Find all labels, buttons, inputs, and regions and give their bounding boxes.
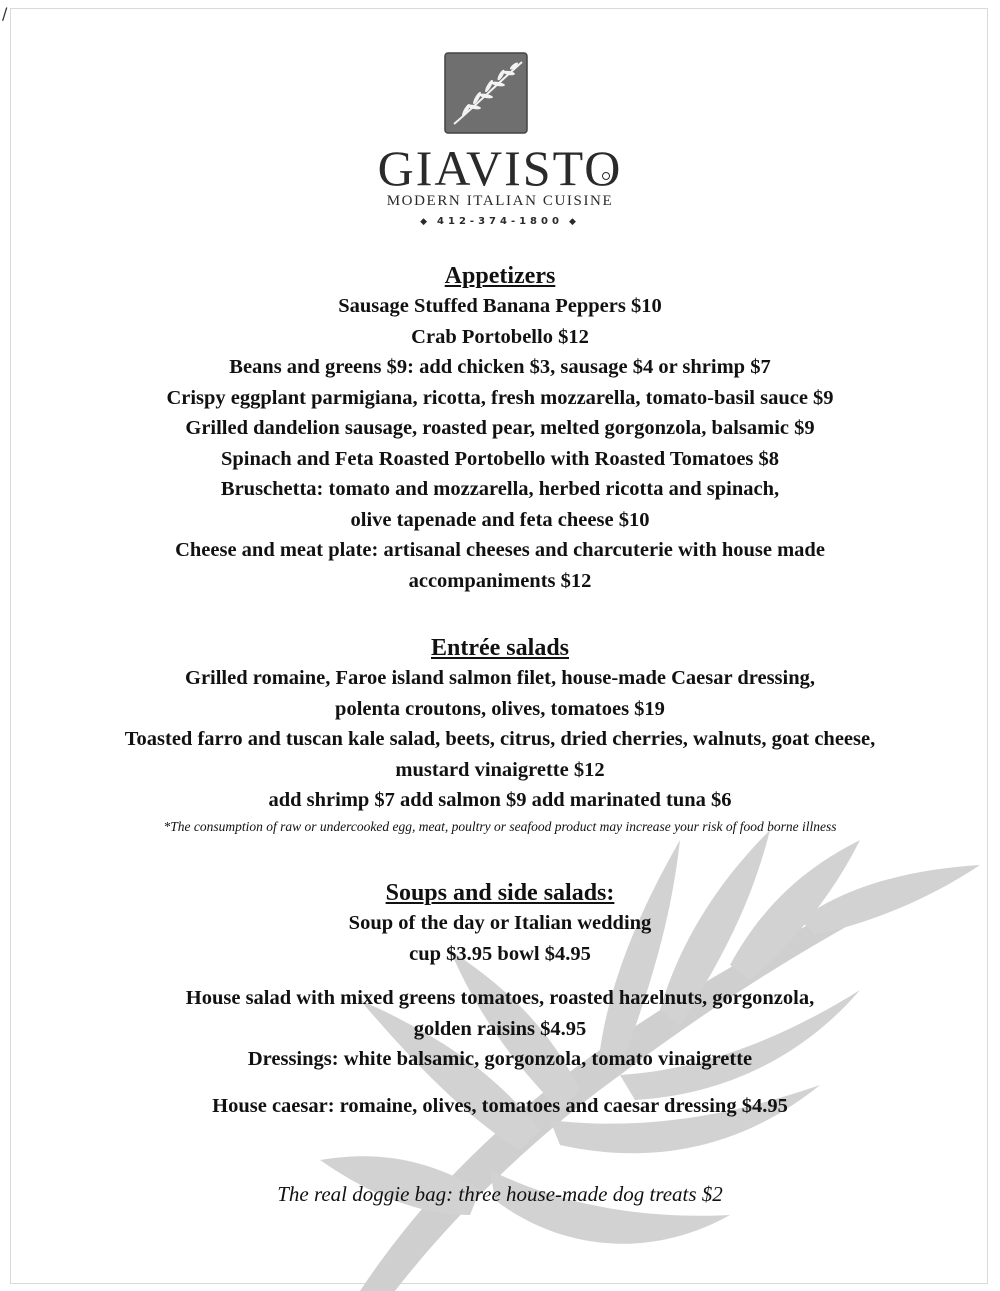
menu-item: House salad with mixed greens tomatoes, roasted hazelnuts, gorgonzola,: [185, 987, 815, 1009]
brand-tagline: MODERN ITALIAN CUISINE: [386, 193, 614, 209]
brand-name: GIAVISTO: [377, 140, 623, 196]
menu-item: Grilled romaine, Faroe island salmon filet, house-made Caesar dressing,: [185, 667, 815, 689]
menu-item: cup $3.95 bowl $4.95: [409, 942, 591, 965]
menu-item: Grilled dandelion sausage, roasted pear, melted gorgonzola, balsamic $9: [185, 417, 815, 439]
doggie-bag-note: The real doggie bag: three house-made dog treats $2: [277, 1182, 723, 1206]
menu-item: polenta croutons, olives, tomatoes $19: [335, 697, 665, 720]
menu-item: golden raisins $4.95: [413, 1017, 587, 1040]
page-mark: /: [2, 4, 8, 23]
menu-item: Crispy eggplant parmigiana, ricotta, fresh mozzarella, tomato-basil sauce $9: [166, 386, 834, 409]
menu-item: Toasted farro and tuscan kale salad, beets, citrus, dried cherries, walnuts, goat cheese,: [124, 728, 876, 750]
menu-item: Beans and greens $9: add chicken $3, sausage $4 or shrimp $7: [229, 356, 771, 378]
rosemary-logo-icon: [444, 52, 528, 134]
soups-section: [40, 878, 960, 1121]
menu-item: Crab Portobello $12: [411, 325, 589, 348]
menu-item: Bruschetta: tomato and mozzarella, herbed ricotta and spinach,: [220, 478, 780, 500]
brand-dot-icon: [602, 172, 610, 180]
section-title-soups: Soups and side salads:: [385, 880, 615, 906]
menu-item: mustard vinaigrette $12: [395, 758, 605, 781]
diamond-icon: ◆: [568, 217, 580, 227]
menu-item: Cheese and meat plate: artisanal cheeses and charcuterie with house made: [175, 539, 825, 561]
menu-item: olive tapenade and feta cheese $10: [350, 508, 650, 531]
menu-item: accompaniments $12: [408, 569, 592, 592]
section-title-appetizers: Appetizers: [444, 263, 556, 289]
menu-item: House caesar: romaine, olives, tomatoes and caesar dressing $4.95: [212, 1094, 788, 1117]
phone-number: 412-374-1800: [437, 216, 563, 227]
entree-salads-section: [40, 633, 960, 838]
menu-item: Sausage Stuffed Banana Peppers $10: [338, 295, 662, 317]
menu-item: add shrimp $7 add salmon $9 add marinated tuna $6: [268, 789, 732, 811]
appetizers-section: [40, 261, 960, 596]
food-safety-disclaimer: *The consumption of raw or undercooked egg, meat, poultry or seafood product may increase your risk of food borne illness: [163, 818, 837, 834]
menu-item: Spinach and Feta Roasted Portobello with Roasted Tomatoes $8: [220, 447, 780, 470]
section-title-entree-salads: Entrée salads: [431, 635, 569, 661]
menu-item: Dressings: white balsamic, gorgonzola, tomato vinaigrette: [247, 1048, 753, 1070]
diamond-icon: ◆: [420, 217, 432, 227]
menu-item: Soup of the day or Italian wedding: [348, 912, 652, 934]
brand-phone-row: [300, 216, 700, 227]
